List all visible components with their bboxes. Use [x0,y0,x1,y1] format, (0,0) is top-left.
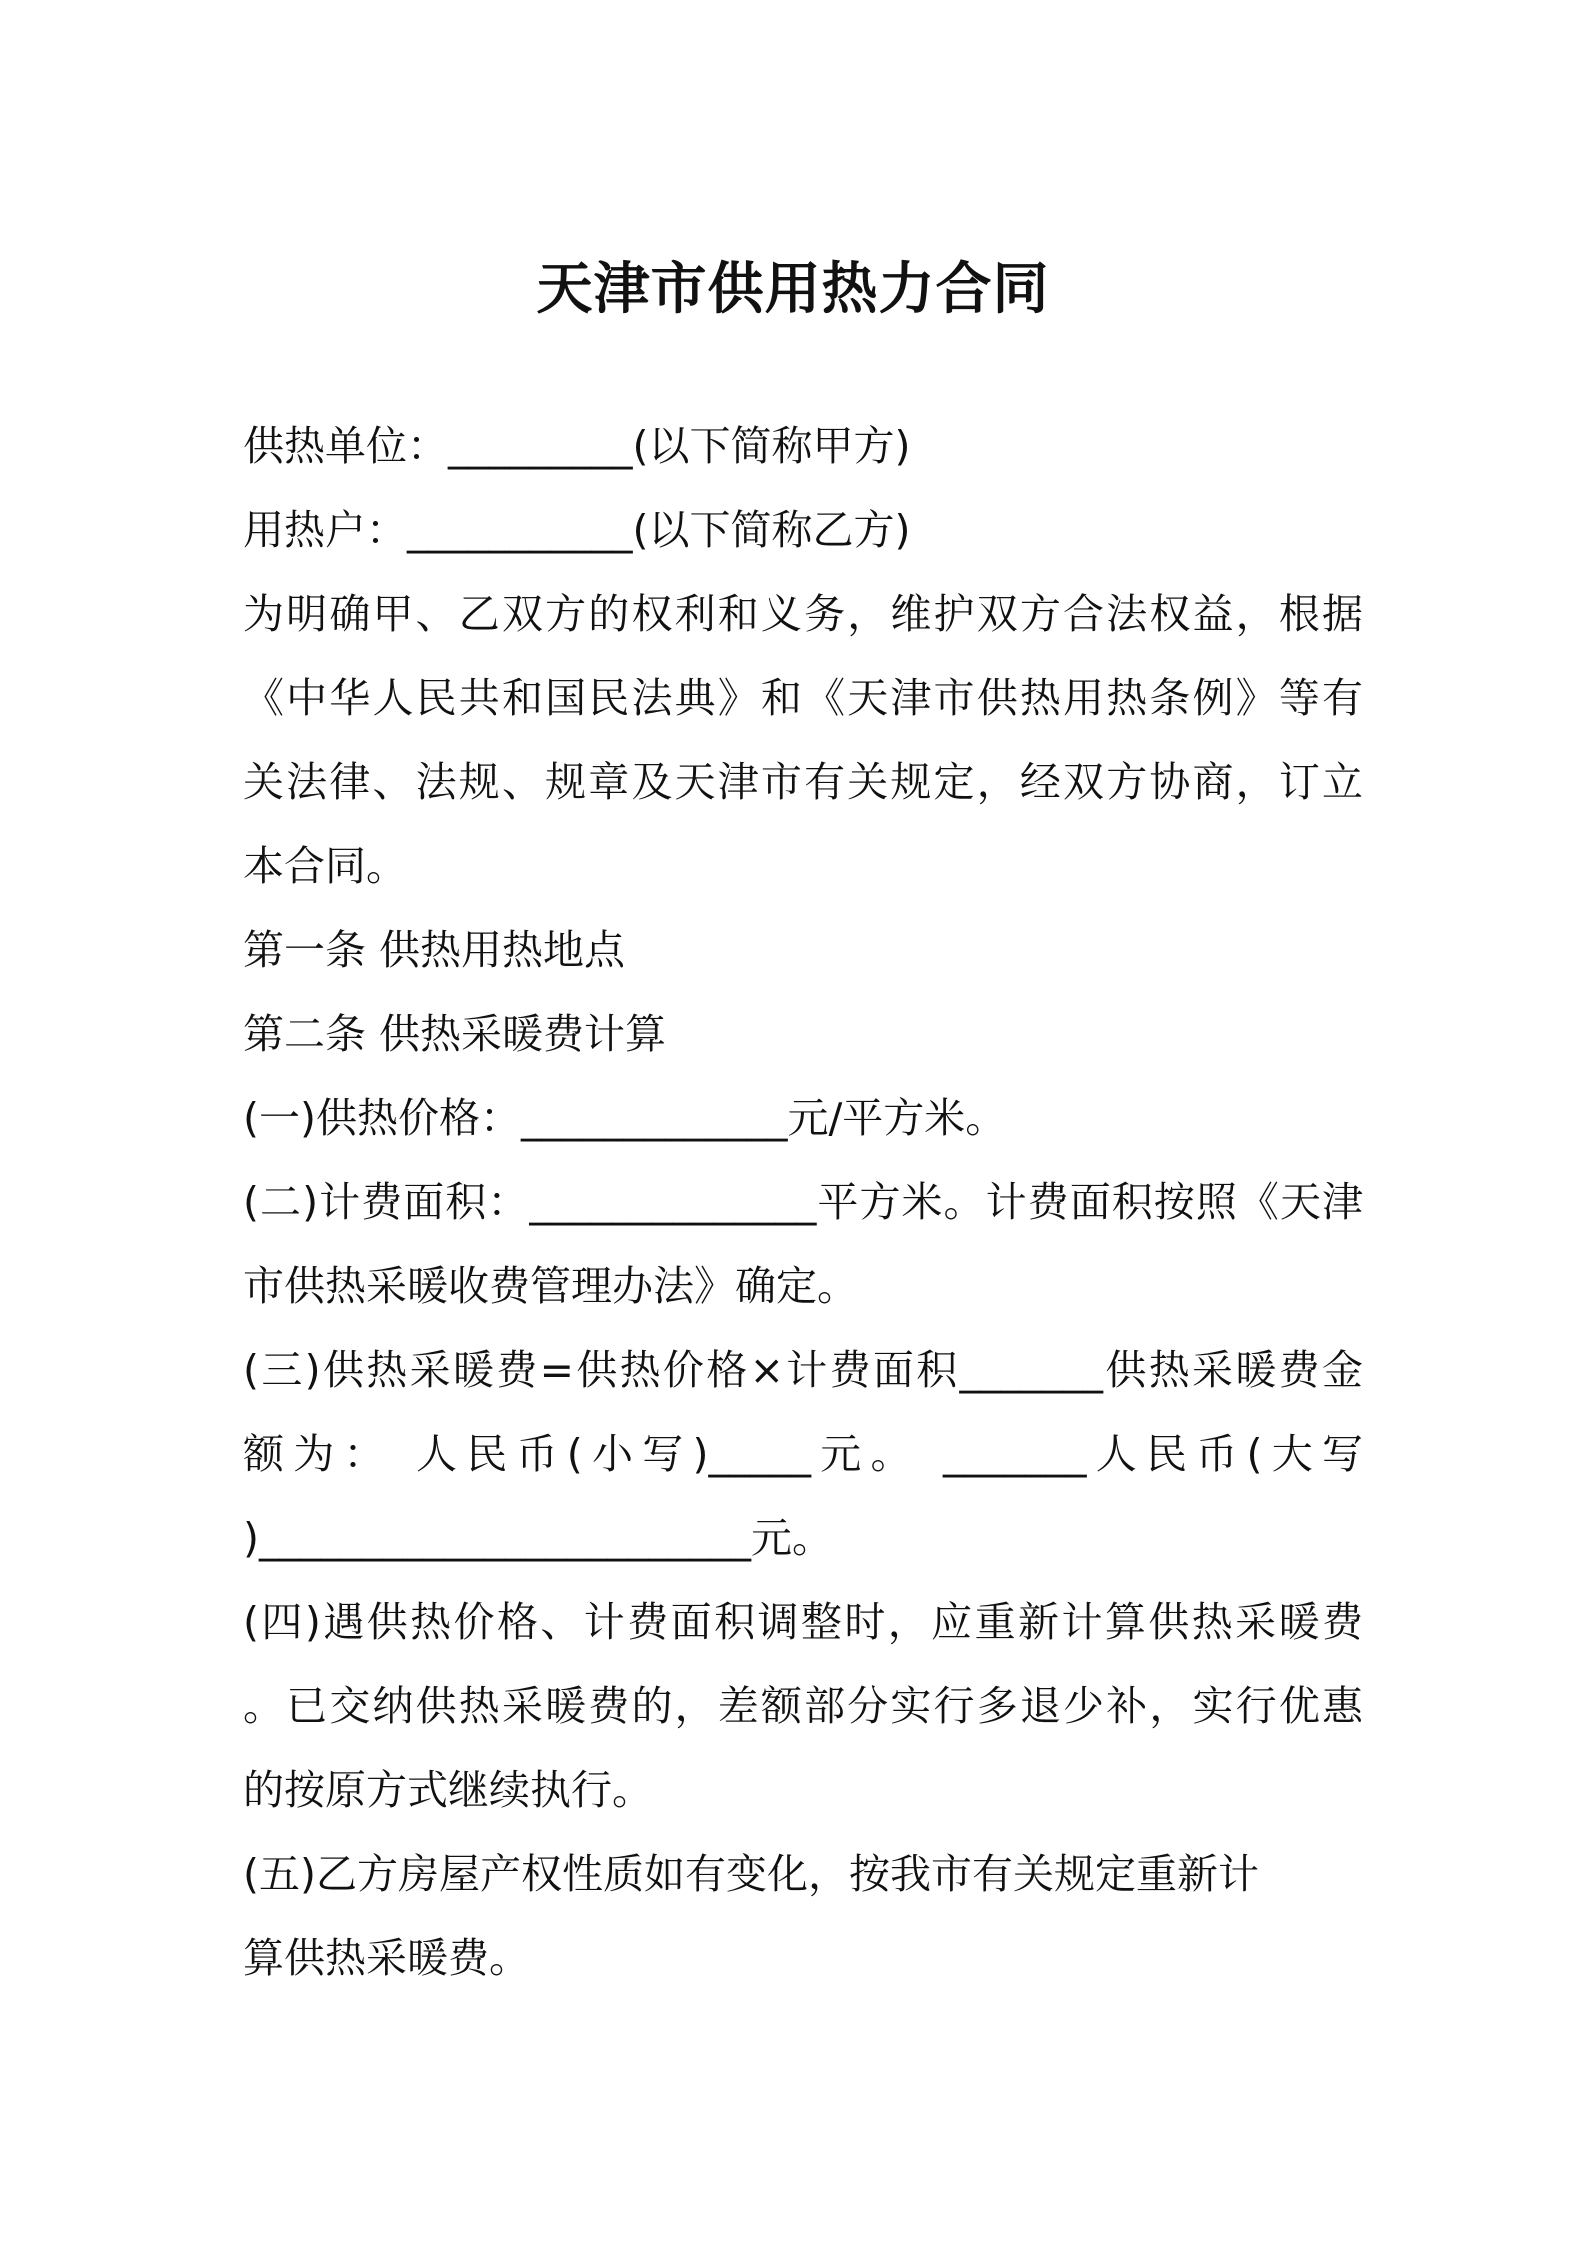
article-2-heading: 第二条 供热采暖费计算 [243,1010,667,1058]
clause-2-line-2: 市供热采暖收费管理办法》确定。 [243,1262,858,1310]
document-title: 天津市供用热力合同 [536,257,1050,322]
preamble-line-1: 为明确甲、乙双方的权利和义务，维护双方合法权益，根据 [243,590,1363,638]
supplier-line: 供热单位：_________(以下简称甲方) [243,422,911,470]
preamble-line-3: 关法律、法规、规章及天津市有关规定，经双方协商，订立 [243,758,1363,806]
user-line: 用热户：___________(以下简称乙方) [243,506,911,554]
clause-3-line-3: )________________________元。 [243,1514,833,1562]
clause-5-line-1: (五)乙方房屋产权性质如有变化，按我市有关规定重新计 [243,1850,1259,1898]
clause-4-line-2: 。已交纳供热采暖费的，差额部分实行多退少补，实行优惠 [243,1682,1363,1730]
clause-1-line: (一)供热价格：_____________元/平方米。 [243,1094,1007,1142]
clause-2-line-1: (二)计费面积：______________平方米。计费面积按照《天津 [243,1178,1363,1226]
clause-5-line-2: 算供热采暖费。 [243,1934,530,1982]
clause-4-line-1: (四)遇供热价格、计费面积调整时，应重新计算供热采暖费 [243,1598,1363,1646]
preamble-line-2: 《中华人民共和国民法典》和《天津市供热用热条例》等有 [243,674,1363,722]
article-1-heading: 第一条 供热用热地点 [243,926,626,974]
preamble-line-4: 本合同。 [243,842,407,890]
clause-3-line-2: 额为： 人民币(小写)_____元。 _______人民币(大写 [243,1430,1363,1478]
clause-4-line-3: 的按原方式继续执行。 [243,1766,653,1814]
clause-3-line-1: (三)供热采暖费=供热价格×计费面积_______供热采暖费金 [243,1346,1363,1394]
